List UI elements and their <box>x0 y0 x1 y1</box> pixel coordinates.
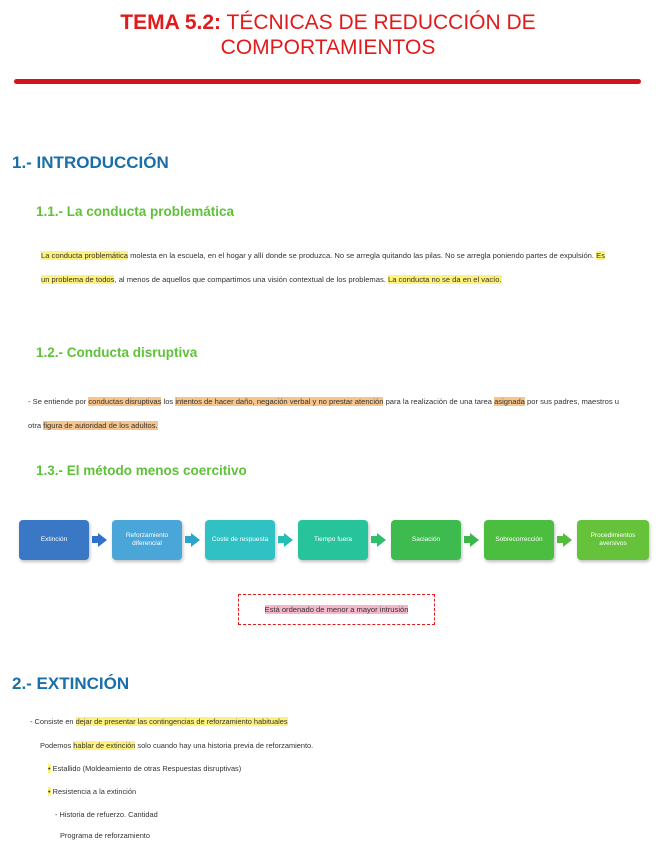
text-span: - Se entiende por <box>28 397 89 406</box>
highlight-text: dejar de presentar las contingencias de reforzamiento habituales <box>75 717 288 726</box>
flow-step-extincion: Extinción <box>19 520 89 560</box>
extincion-bullet-1 <box>48 764 241 773</box>
extincion-line-1 <box>30 717 288 726</box>
extincion-sub-1: - Historia de refuerzo. Cantidad <box>55 810 158 819</box>
title-line2: COMPORTAMIENTOS <box>220 36 436 59</box>
title-line1: TÉCNICAS DE REDUCCIÓN DE <box>221 11 536 34</box>
note-text: Está ordenado de menor a mayor intrusión <box>264 605 409 614</box>
paragraph-conducta-disruptiva <box>28 390 628 438</box>
highlight-text: asignada <box>494 397 525 406</box>
section-heading-introduccion: 1.- INTRODUCCIÓN <box>12 153 169 172</box>
flow-arrow-icon <box>470 533 479 547</box>
intrusion-flow-diagram <box>19 516 654 566</box>
extincion-line-2 <box>40 741 313 750</box>
highlight-text: Es un problema de todos <box>41 251 605 284</box>
intrusion-note <box>238 594 435 625</box>
flow-arrow-icon <box>191 533 200 547</box>
flow-arrow-icon <box>98 533 107 547</box>
flow-arrow-icon <box>377 533 386 547</box>
text-span: los <box>161 397 176 406</box>
flow-arrow-icon <box>284 533 293 547</box>
document-title <box>0 10 656 60</box>
flow-step-coste: Coste de respuesta <box>205 520 275 560</box>
flow-step-saciacion: Saciación <box>391 520 461 560</box>
text-span: Podemos <box>40 741 74 750</box>
text-span: por sus padres, maestros u otra <box>28 397 620 430</box>
text-span: para la realización de una tarea <box>383 397 495 406</box>
highlight-text: La conducta no se da en el vacío. <box>388 275 502 284</box>
highlight-text: conductas disruptivas <box>88 397 162 406</box>
bullet-icon: • <box>48 764 51 773</box>
paragraph-conducta-problematica <box>41 244 613 292</box>
text-span: Estallido (Moldeamiento de otras Respuestas disruptivas) <box>52 764 242 773</box>
subheading-metodo-menos-coercitivo: 1.3.- El método menos coercitivo <box>36 463 247 478</box>
text-span: Resistencia a la extinción <box>52 787 137 796</box>
flow-step-reforzamiento: Reforzamiento diferencial <box>112 520 182 560</box>
subheading-conducta-problematica: 1.1.- La conducta problemática <box>36 204 235 219</box>
highlight-text: intentos de hacer daño, negación verbal y no prestar atención <box>175 397 384 406</box>
text-span: molesta en la escuela, en el hogar y allí donde se produzca. No se arregla quitando las pilas. No se arregla poniendo partes de expulsión. <box>127 251 597 260</box>
title-divider <box>14 79 641 84</box>
highlight-text: figura de autoridad de los adultos. <box>43 421 158 430</box>
flow-step-sobrecorreccion: Sobrecorrección <box>484 520 554 560</box>
flow-step-aversivos: Procedimientos aversivos <box>577 520 649 560</box>
extincion-bullet-2 <box>48 787 136 796</box>
bullet-icon: • <box>48 787 51 796</box>
flow-arrow-icon <box>563 533 572 547</box>
text-span: solo cuando hay una historia previa de reforzamiento. <box>135 741 314 750</box>
section-heading-extincion: 2.- EXTINCIÓN <box>12 674 130 693</box>
flow-step-tiempo-fuera: Tiempo fuera <box>298 520 368 560</box>
title-bold: TEMA 5.2: <box>120 11 222 34</box>
extincion-sub-2: Programa de reforzamiento <box>60 831 150 840</box>
subheading-conducta-disruptiva: 1.2.- Conducta disruptiva <box>36 345 198 360</box>
highlight-text: hablar de extinción <box>73 741 136 750</box>
text-span: - Consiste en <box>30 717 76 726</box>
text-span: , al menos de aquellos que compartimos una visión contextual de los problemas. <box>114 275 388 284</box>
highlight-text: La conducta problemática <box>41 251 128 260</box>
